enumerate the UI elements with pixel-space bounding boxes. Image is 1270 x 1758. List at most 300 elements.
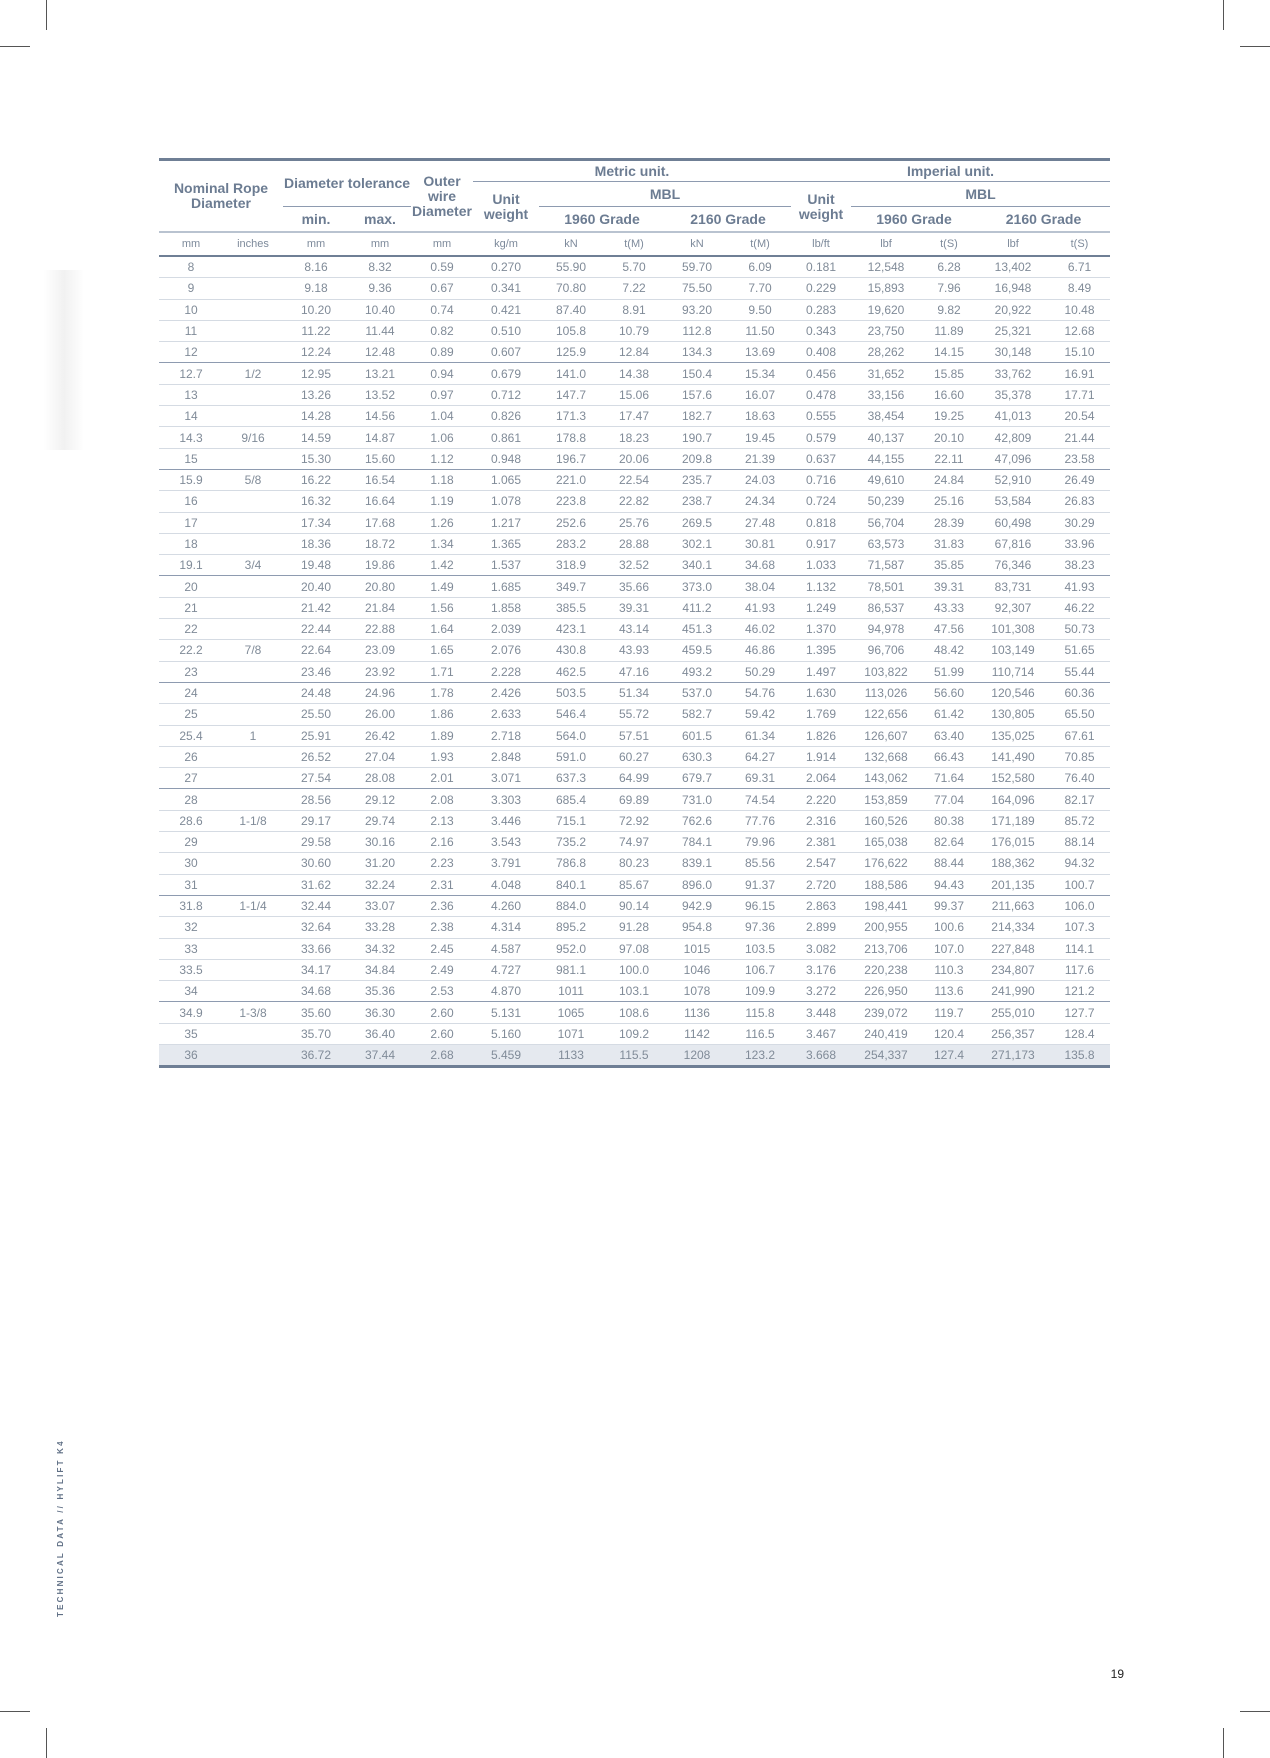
table-cell: 213,706 [851, 938, 921, 959]
table-cell: 1133 [539, 1044, 603, 1066]
table-cell: 5.131 [473, 1002, 539, 1023]
table-cell: 430.8 [539, 640, 603, 661]
table-cell: 113.6 [921, 981, 977, 1002]
table-cell: 41.93 [729, 597, 791, 618]
table-cell: 2.49 [411, 959, 473, 980]
table-cell: 127.7 [1049, 1002, 1110, 1023]
table-cell: 70.80 [539, 278, 603, 299]
table-cell: 5.459 [473, 1044, 539, 1066]
page-number: 19 [1110, 1667, 1124, 1681]
table-cell: 176,622 [851, 853, 921, 874]
table-cell: 15.30 [283, 448, 349, 469]
table-cell: 459.5 [665, 640, 729, 661]
table-cell: 9.18 [283, 278, 349, 299]
table-cell: 2.547 [791, 853, 851, 874]
table-cell: 86,537 [851, 597, 921, 618]
table-cell: 2.08 [411, 789, 473, 810]
table-cell: 43.33 [921, 597, 977, 618]
table-cell: 0.948 [473, 448, 539, 469]
table-cell: 153,859 [851, 789, 921, 810]
table-cell: 1-1/8 [223, 810, 283, 831]
table-cell: 0.74 [411, 299, 473, 320]
table-cell: 7.22 [603, 278, 665, 299]
table-cell: 22.54 [603, 469, 665, 490]
table-cell: 1011 [539, 981, 603, 1002]
table-cell [223, 853, 283, 874]
table-cell: 1.71 [411, 661, 473, 682]
table-cell: 29 [159, 832, 223, 853]
table-cell: 116.5 [729, 1023, 791, 1044]
table-cell: 2.60 [411, 1002, 473, 1023]
table-cell: 71.64 [921, 768, 977, 789]
table-cell: 546.4 [539, 704, 603, 725]
table-cell: 33.5 [159, 959, 223, 980]
table-cell: 176,015 [977, 832, 1049, 853]
table-cell: 33,762 [977, 363, 1049, 384]
table-cell: 840.1 [539, 874, 603, 895]
table-cell: 786.8 [539, 853, 603, 874]
table-cell: 97.36 [729, 917, 791, 938]
table-cell: 160,526 [851, 810, 921, 831]
table-row [159, 768, 1110, 789]
table-cell: 1071 [539, 1023, 603, 1044]
table-cell: 2.16 [411, 832, 473, 853]
tolerance-min-header: min. [301, 210, 331, 227]
table-cell: 2.220 [791, 789, 851, 810]
table-cell: 46.02 [729, 619, 791, 640]
table-cell [223, 576, 283, 597]
table-cell: 24.48 [283, 682, 349, 703]
table-cell: 51.65 [1049, 640, 1110, 661]
table-cell: 20 [159, 576, 223, 597]
table-cell: 2.23 [411, 853, 473, 874]
table-cell: 3.082 [791, 938, 851, 959]
table-cell: 256,357 [977, 1023, 1049, 1044]
table-cell: 1078 [665, 981, 729, 1002]
table-cell: 201,135 [977, 874, 1049, 895]
table-cell: 234,807 [977, 959, 1049, 980]
imperial-unit-weight-header: Unit weight [798, 190, 844, 222]
table-cell: 40,137 [851, 427, 921, 448]
table-cell: 103.1 [603, 981, 665, 1002]
table-cell: 121.2 [1049, 981, 1110, 1002]
table-cell: 36.72 [283, 1044, 349, 1066]
table-cell: 47,096 [977, 448, 1049, 469]
table-cell: 31 [159, 874, 223, 895]
table-cell: 0.97 [411, 384, 473, 405]
table-cell: 13,402 [977, 256, 1049, 278]
table-cell: 20.40 [283, 576, 349, 597]
table-cell [223, 959, 283, 980]
metric-unit-header: Metric unit. [473, 161, 791, 182]
unit-cell: mm [411, 232, 473, 256]
table-cell: 107.3 [1049, 917, 1110, 938]
table-cell: 32 [159, 917, 223, 938]
table-row [159, 661, 1110, 682]
table-cell [223, 682, 283, 703]
table-row [159, 491, 1110, 512]
table-cell: 35.60 [283, 1002, 349, 1023]
table-cell: 114.1 [1049, 938, 1110, 959]
table-row [159, 406, 1110, 427]
table-cell: 1.065 [473, 469, 539, 490]
table-cell: 15 [159, 448, 223, 469]
table-cell: 10 [159, 299, 223, 320]
table-cell: 451.3 [665, 619, 729, 640]
table-cell: 411.2 [665, 597, 729, 618]
table-cell: 92,307 [977, 597, 1049, 618]
table-cell: 14.59 [283, 427, 349, 448]
table-cell: 23,750 [851, 320, 921, 341]
table-cell: 115.5 [603, 1044, 665, 1066]
table-cell: 171.3 [539, 406, 603, 427]
table-cell: 10.48 [1049, 299, 1110, 320]
table-cell: 91.37 [729, 874, 791, 895]
table-cell [223, 278, 283, 299]
table-row [159, 363, 1110, 384]
table-cell: 23.46 [283, 661, 349, 682]
table-cell: 20.10 [921, 427, 977, 448]
table-cell: 28.6 [159, 810, 223, 831]
table-cell: 22.44 [283, 619, 349, 640]
table-cell: 942.9 [665, 895, 729, 916]
table-cell: 6.71 [1049, 256, 1110, 278]
unit-cell: inches [223, 232, 283, 256]
table-cell: 209.8 [665, 448, 729, 469]
table-cell: 2.45 [411, 938, 473, 959]
table-cell: 26.42 [349, 725, 411, 746]
table-cell: 178.8 [539, 427, 603, 448]
table-cell: 93.20 [665, 299, 729, 320]
crop-mark [46, 1728, 47, 1758]
table-cell: 85.67 [603, 874, 665, 895]
table-cell: 54.76 [729, 682, 791, 703]
table-cell: 685.4 [539, 789, 603, 810]
table-cell: 17 [159, 512, 223, 533]
table-cell: 32.52 [603, 555, 665, 576]
crop-mark [0, 46, 30, 47]
table-cell: 1.858 [473, 597, 539, 618]
table-cell: 74.54 [729, 789, 791, 810]
table-cell: 1.914 [791, 746, 851, 767]
table-cell: 65.50 [1049, 704, 1110, 725]
table-cell: 76,346 [977, 555, 1049, 576]
table-cell: 214,334 [977, 917, 1049, 938]
table-cell: 21.84 [349, 597, 411, 618]
unit-cell: mm [283, 232, 349, 256]
table-cell: 22.88 [349, 619, 411, 640]
table-cell: 28,262 [851, 342, 921, 363]
table-cell: 715.1 [539, 810, 603, 831]
table-cell: 7/8 [223, 640, 283, 661]
table-cell: 18.72 [349, 533, 411, 554]
table-cell: 2.718 [473, 725, 539, 746]
table-cell: 26.49 [1049, 469, 1110, 490]
table-cell: 106.0 [1049, 895, 1110, 916]
table-cell: 0.89 [411, 342, 473, 363]
table-cell: 235.7 [665, 469, 729, 490]
table-cell: 1.56 [411, 597, 473, 618]
table-row [159, 469, 1110, 490]
table-cell: 2.68 [411, 1044, 473, 1066]
table-cell: 59.70 [665, 256, 729, 278]
table-cell: 271,173 [977, 1044, 1049, 1066]
table-cell: 19,620 [851, 299, 921, 320]
table-cell: 64.99 [603, 768, 665, 789]
table-cell: 78,501 [851, 576, 921, 597]
table-cell: 9/16 [223, 427, 283, 448]
table-cell: 423.1 [539, 619, 603, 640]
table-cell: 17.71 [1049, 384, 1110, 405]
table-cell: 2.53 [411, 981, 473, 1002]
table-cell: 31,652 [851, 363, 921, 384]
table-cell: 113,026 [851, 682, 921, 703]
table-cell: 0.917 [791, 533, 851, 554]
table-cell: 1.249 [791, 597, 851, 618]
table-cell: 25,321 [977, 320, 1049, 341]
table-cell: 60.36 [1049, 682, 1110, 703]
table-cell: 0.59 [411, 256, 473, 278]
table-cell: 1046 [665, 959, 729, 980]
table-cell: 211,663 [977, 895, 1049, 916]
table-cell: 42,809 [977, 427, 1049, 448]
unit-cell: t(M) [729, 232, 791, 256]
table-row [159, 278, 1110, 299]
table-cell: 48.42 [921, 640, 977, 661]
table-cell: 164,096 [977, 789, 1049, 810]
table-cell: 29.74 [349, 810, 411, 831]
table-cell: 0.478 [791, 384, 851, 405]
table-cell: 29.17 [283, 810, 349, 831]
table-cell: 35 [159, 1023, 223, 1044]
table-cell [223, 1044, 283, 1066]
table-cell: 30 [159, 853, 223, 874]
table-cell: 16.07 [729, 384, 791, 405]
table-row [159, 682, 1110, 703]
table-cell: 21.44 [1049, 427, 1110, 448]
table-cell: 3.791 [473, 853, 539, 874]
table-cell: 55.90 [539, 256, 603, 278]
table-cell: 99.37 [921, 895, 977, 916]
table-cell: 0.861 [473, 427, 539, 448]
table-cell: 241,990 [977, 981, 1049, 1002]
table-cell: 15.06 [603, 384, 665, 405]
table-row [159, 895, 1110, 916]
table-cell: 5/8 [223, 469, 283, 490]
table-cell: 26.00 [349, 704, 411, 725]
table-cell: 76.40 [1049, 768, 1110, 789]
table-cell: 82.17 [1049, 789, 1110, 810]
table-cell: 24 [159, 682, 223, 703]
table-row [159, 789, 1110, 810]
crop-mark [46, 0, 47, 30]
table-cell [223, 384, 283, 405]
table-row [159, 725, 1110, 746]
unit-cell: kN [539, 232, 603, 256]
table-cell: 1.49 [411, 576, 473, 597]
table-cell: 462.5 [539, 661, 603, 682]
table-cell: 3.071 [473, 768, 539, 789]
table-cell: 601.5 [665, 725, 729, 746]
table-cell: 36 [159, 1044, 223, 1066]
table-cell: 38.23 [1049, 555, 1110, 576]
table-row [159, 1023, 1110, 1044]
imperial-unit-header: Imperial unit. [791, 161, 1110, 182]
table-cell: 56,704 [851, 512, 921, 533]
table-cell: 1136 [665, 1002, 729, 1023]
metric-mbl-header: MBL [539, 182, 791, 207]
table-cell: 4.260 [473, 895, 539, 916]
table-cell: 11.22 [283, 320, 349, 341]
table-cell: 679.7 [665, 768, 729, 789]
table-cell: 3.543 [473, 832, 539, 853]
table-cell: 3.446 [473, 810, 539, 831]
table-cell: 125.9 [539, 342, 603, 363]
table-row [159, 256, 1110, 278]
table-cell: 22.2 [159, 640, 223, 661]
units-row [159, 232, 1110, 256]
table-cell: 69.31 [729, 768, 791, 789]
table-cell: 60.27 [603, 746, 665, 767]
table-cell: 1.826 [791, 725, 851, 746]
table-row [159, 746, 1110, 767]
table-cell: 96.15 [729, 895, 791, 916]
table-cell: 1.370 [791, 619, 851, 640]
table-cell: 25.16 [921, 491, 977, 512]
table-cell: 0.555 [791, 406, 851, 427]
table-cell: 735.2 [539, 832, 603, 853]
table-cell: 4.587 [473, 938, 539, 959]
table-cell: 122,656 [851, 704, 921, 725]
table-cell: 13.21 [349, 363, 411, 384]
table-cell: 188,362 [977, 853, 1049, 874]
table-cell: 10.79 [603, 320, 665, 341]
table-cell [223, 448, 283, 469]
table-cell: 28.08 [349, 768, 411, 789]
table-cell: 1.34 [411, 533, 473, 554]
table-cell: 41.93 [1049, 576, 1110, 597]
table-cell: 88.44 [921, 853, 977, 874]
table-cell: 0.679 [473, 363, 539, 384]
table-body [159, 256, 1110, 1067]
table-cell: 0.607 [473, 342, 539, 363]
table-cell: 0.229 [791, 278, 851, 299]
table-cell: 3.448 [791, 1002, 851, 1023]
table-cell: 141,490 [977, 746, 1049, 767]
table-row [159, 555, 1110, 576]
table-cell: 59.42 [729, 704, 791, 725]
table-cell: 32.64 [283, 917, 349, 938]
table-cell: 8.91 [603, 299, 665, 320]
table-cell: 120,546 [977, 682, 1049, 703]
table-cell: 25 [159, 704, 223, 725]
table-cell: 30.81 [729, 533, 791, 554]
table-cell: 1.26 [411, 512, 473, 533]
table-cell: 2.36 [411, 895, 473, 916]
table-cell: 884.0 [539, 895, 603, 916]
table-cell: 14 [159, 406, 223, 427]
table-cell: 82.64 [921, 832, 977, 853]
table-cell: 0.181 [791, 256, 851, 278]
table-cell: 8.32 [349, 256, 411, 278]
table-cell: 23.92 [349, 661, 411, 682]
table-cell: 19.25 [921, 406, 977, 427]
table-cell: 1.132 [791, 576, 851, 597]
table-cell: 188,586 [851, 874, 921, 895]
table-cell: 1065 [539, 1002, 603, 1023]
table-cell: 2.31 [411, 874, 473, 895]
table-cell: 21.42 [283, 597, 349, 618]
table-cell: 7.70 [729, 278, 791, 299]
table-cell: 0.637 [791, 448, 851, 469]
table-cell: 22.11 [921, 448, 977, 469]
outer-wire-diameter-header: Outer wire Diameter [412, 172, 472, 219]
table-cell: 109.2 [603, 1023, 665, 1044]
table-cell [223, 1023, 283, 1044]
table-cell: 2.01 [411, 768, 473, 789]
table-cell: 10.20 [283, 299, 349, 320]
table-cell: 954.8 [665, 917, 729, 938]
table-cell: 36.30 [349, 1002, 411, 1023]
table-cell: 31.83 [921, 533, 977, 554]
table-cell: 83,731 [977, 576, 1049, 597]
table-cell: 103,149 [977, 640, 1049, 661]
table-row [159, 576, 1110, 597]
table-cell: 1.395 [791, 640, 851, 661]
table-cell: 373.0 [665, 576, 729, 597]
table-cell: 50.29 [729, 661, 791, 682]
table-cell: 4.870 [473, 981, 539, 1002]
table-cell: 132,668 [851, 746, 921, 767]
table-cell [223, 320, 283, 341]
table-cell: 637.3 [539, 768, 603, 789]
table-cell: 53,584 [977, 491, 1049, 512]
table-cell: 0.712 [473, 384, 539, 405]
table-cell: 12.7 [159, 363, 223, 384]
table-cell: 15.60 [349, 448, 411, 469]
table-cell: 1.537 [473, 555, 539, 576]
table-cell: 0.82 [411, 320, 473, 341]
table-cell: 30.29 [1049, 512, 1110, 533]
table-cell: 2.720 [791, 874, 851, 895]
table-cell: 1.19 [411, 491, 473, 512]
table-cell: 4.314 [473, 917, 539, 938]
table-cell: 239,072 [851, 1002, 921, 1023]
table-cell [223, 299, 283, 320]
table-cell: 128.4 [1049, 1023, 1110, 1044]
table-cell: 77.04 [921, 789, 977, 810]
table-cell: 223.8 [539, 491, 603, 512]
table-cell: 96,706 [851, 640, 921, 661]
table-cell: 8.16 [283, 256, 349, 278]
table-cell: 318.9 [539, 555, 603, 576]
table-cell: 16.91 [1049, 363, 1110, 384]
table-cell: 1.769 [791, 704, 851, 725]
table-cell [223, 704, 283, 725]
table-cell: 2.60 [411, 1023, 473, 1044]
table-cell [223, 661, 283, 682]
table-cell: 226,950 [851, 981, 921, 1002]
table-cell: 1.86 [411, 704, 473, 725]
imperial-mbl-header: MBL [851, 182, 1110, 207]
table-cell: 38,454 [851, 406, 921, 427]
table-cell: 630.3 [665, 746, 729, 767]
table-cell: 3.467 [791, 1023, 851, 1044]
table-cell: 20.54 [1049, 406, 1110, 427]
table-cell: 220,238 [851, 959, 921, 980]
table-cell: 109.9 [729, 981, 791, 1002]
table-cell: 87.40 [539, 299, 603, 320]
